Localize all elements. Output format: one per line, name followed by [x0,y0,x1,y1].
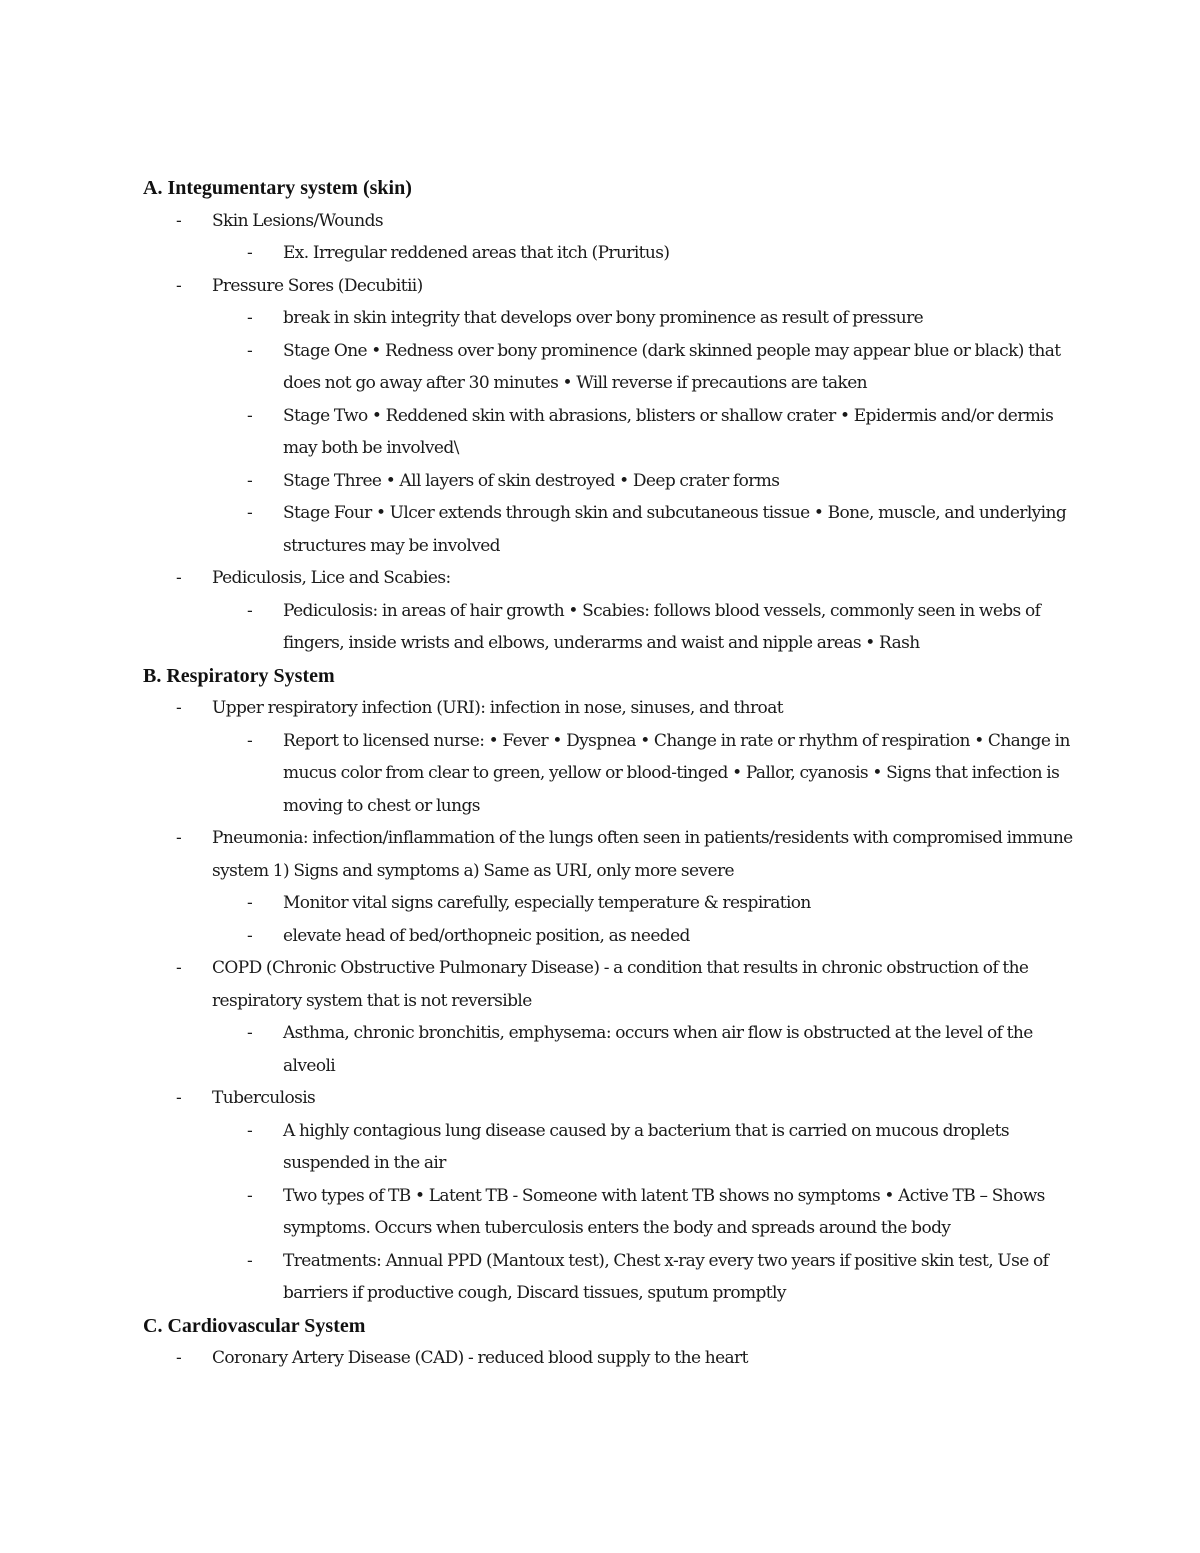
sub-list-item [143,1180,1073,1245]
sub-list-item [143,595,1073,660]
list-item [143,1342,1073,1375]
dash-bullet: - [247,1120,253,1141]
sub-list-item [143,1017,1073,1082]
list-item-text: Report to licensed nurse: • Fever • Dyspnea • Change in rate or rhythm of respiration • Change in mucus color from clear to green, yellow or blood-tinged • Pallor, cyanosis • Signs that infection is moving to chest or lungs [283,730,1070,816]
list-item-text: elevate head of bed/orthopneic position, as needed [283,925,690,946]
dash-bullet: - [247,1250,253,1271]
dash-bullet: - [247,730,253,751]
sub-list-item [143,497,1073,562]
dash-bullet: - [176,1348,182,1368]
list-item-text: Stage Three • All layers of skin destroyed • Deep crater forms [283,470,780,491]
dash-bullet: - [247,308,253,328]
sub-list-item [143,1115,1073,1180]
sub-list-item [143,920,1073,953]
list-item-text: Tuberculosis [212,1088,316,1108]
sub-list-item [143,887,1073,920]
list-item [143,822,1073,887]
dash-bullet: - [176,698,182,718]
list-item-text: break in skin integrity that develops over bony prominence as result of pressure [283,308,924,328]
dash-bullet: - [176,1088,182,1108]
dash-bullet: - [247,340,253,361]
sub-list-item [143,1245,1073,1310]
dash-bullet: - [176,828,182,848]
list-item [143,952,1073,1017]
list-item-text: Upper respiratory infection (URI): infection in nose, sinuses, and throat [212,698,783,718]
list-item [143,205,1073,238]
list-item-text: Stage Two • Reddened skin with abrasions, blisters or shallow crater • Epidermis and/or dermis may both be involved\ [283,405,1054,458]
dash-bullet: - [176,568,182,588]
list-item-text: Asthma, chronic bronchitis, emphysema: occurs when air flow is obstructed at the level of the alveoli [283,1023,1033,1076]
list-item-text: Stage One • Redness over bony prominence (dark skinned people may appear blue or black) that does not go away after 30 minutes • Will reverse if precautions are taken [283,340,1061,393]
dash-bullet: - [247,1023,253,1043]
list-item-text: A highly contagious lung disease caused by a bacterium that is carried on mucous droplets suspended in the air [283,1120,1009,1173]
sub-list-item [143,400,1073,465]
list-item-text: Ex. Irregular reddened areas that itch (Pruritus) [283,243,670,263]
list-item [143,562,1073,595]
list-item [143,1082,1073,1115]
document-body [143,172,1073,1375]
section-heading: C. Cardiovascular System [143,1314,366,1337]
dash-bullet: - [247,1185,253,1206]
dash-bullet: - [176,210,182,231]
list-item-text: Pressure Sores (Decubitii) [212,275,423,296]
list-item-text: Pneumonia: infection/inflammation of the lungs often seen in patients/residents with compromised immune system 1) Signs and symptoms a) Same as URI, only more severe [212,828,1073,881]
list-item-text: Pediculosis: in areas of hair growth • Scabies: follows blood vessels, commonly seen in webs of fingers, inside wrists and elbows, underarms and waist and nipple areas • Rash [283,600,1041,653]
dash-bullet: - [176,958,182,978]
dash-bullet: - [247,925,253,946]
sub-list-item [143,465,1073,498]
dash-bullet: - [176,275,182,296]
dash-bullet: - [247,503,253,523]
dash-bullet: - [247,243,253,263]
sub-list-item [143,237,1073,270]
section-heading: A. Integumentary system (skin) [143,177,412,199]
list-item-text: Treatments: Annual PPD (Mantoux test), Chest x-ray every two years if positive skin test, Use of barriers if productive cough, Discard tissues, sputum promptly [283,1250,1049,1303]
sub-list-item [143,302,1073,335]
list-item-text: Pediculosis, Lice and Scabies: [212,568,451,588]
list-item-text: Two types of TB • Latent TB - Someone with latent TB shows no symptoms • Active TB – Shows symptoms. Occurs when tuberculosis enters the body and spreads around the body [283,1185,1045,1238]
list-item [143,692,1073,725]
section-heading: B. Respiratory System [143,664,335,687]
list-item-text: Coronary Artery Disease (CAD) - reduced blood supply to the heart [212,1348,748,1368]
list-item [143,270,1073,303]
list-item-text: Monitor vital signs carefully, especially temperature & respiration [283,893,811,913]
sub-list-item [143,335,1073,400]
list-item-text: Stage Four • Ulcer extends through skin and subcutaneous tissue • Bone, muscle, and underlying structures may be involved [283,503,1067,556]
dash-bullet: - [247,893,253,913]
dash-bullet: - [247,405,253,426]
list-item-text: Skin Lesions/Wounds [212,210,384,231]
dash-bullet: - [247,470,253,491]
dash-bullet: - [247,600,253,621]
list-item-text: COPD (Chronic Obstructive Pulmonary Disease) - a condition that results in chronic obstruction of the respiratory system that is not reversible [212,958,1029,1011]
sub-list-item [143,725,1073,823]
